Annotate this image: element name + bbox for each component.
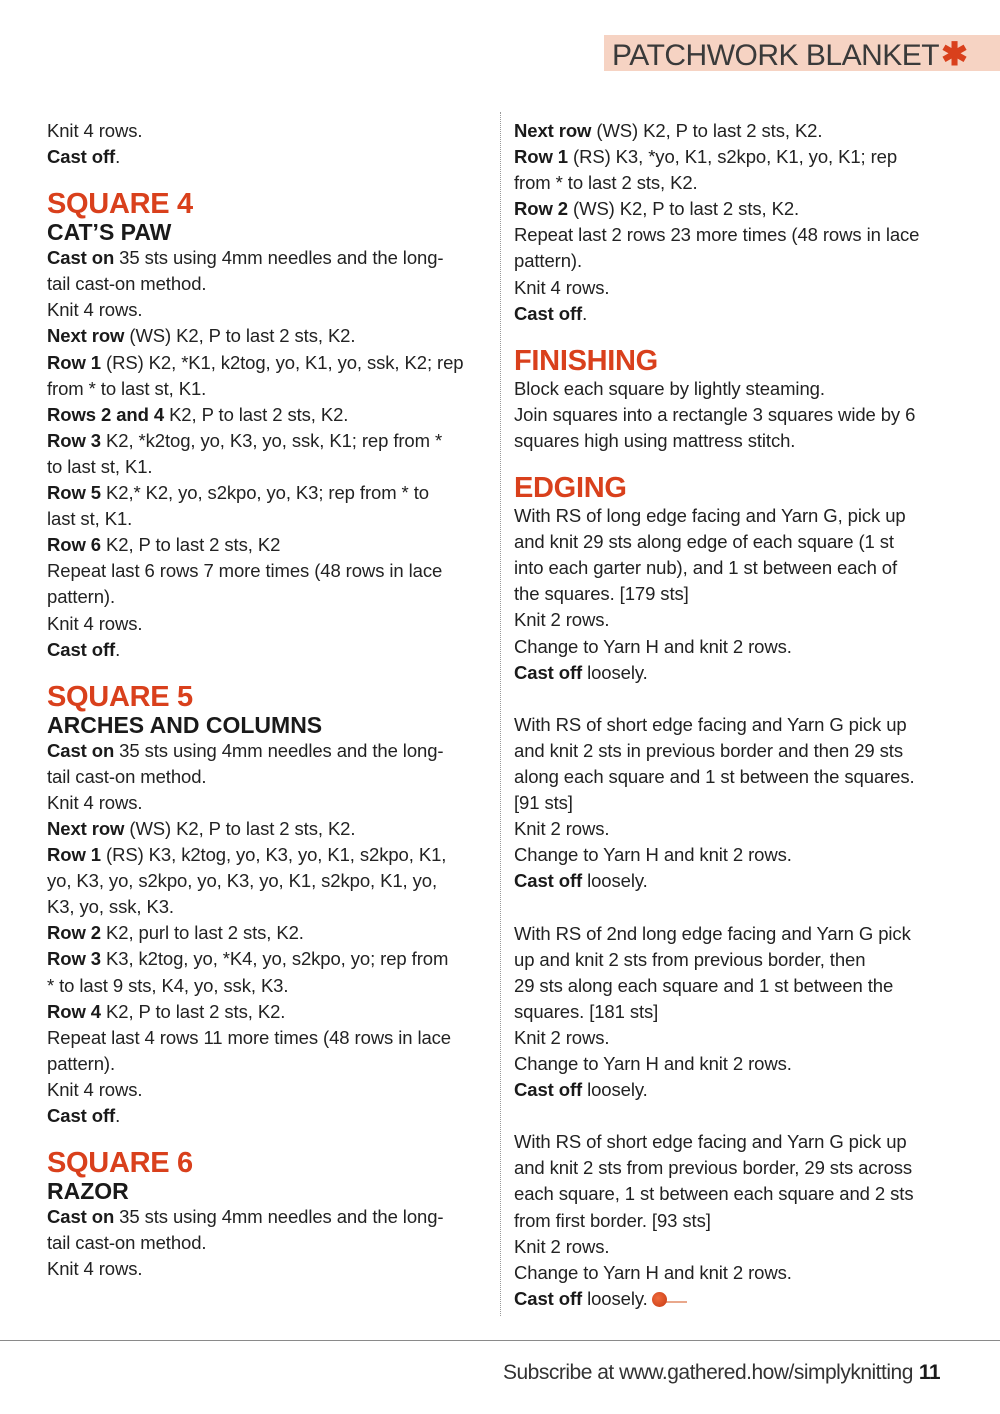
text-line: Row 1 (RS) K2, *K1, k2tog, yo, K1, yo, ssk, K2; rep [47, 351, 464, 373]
text-line: Change to Yarn H and knit 2 rows. [514, 1261, 792, 1283]
text-line: Knit 4 rows. [47, 791, 143, 813]
text-line: Knit 2 rows. [514, 1026, 610, 1048]
text-line: Cast on 35 sts using 4mm needles and the long- [47, 1206, 444, 1228]
text-line: Join squares into a rectangle 3 squares wide by 6 [514, 403, 916, 425]
text-line: Cast off loosely. [514, 870, 648, 892]
text-line: Knit 2 rows. [514, 818, 610, 840]
right-column [514, 118, 960, 1312]
yarn-tail-decoration [665, 1301, 687, 1303]
footer [503, 1360, 940, 1386]
text-line: Row 6 K2, P to last 2 sts, K2 [47, 534, 281, 556]
text-line: and knit 2 sts from previous border, 29 sts across [514, 1157, 913, 1179]
section-heading-square-5: SQUARE 5 [47, 680, 193, 713]
text-line: Cast off. [514, 302, 588, 324]
text-line: Next row (WS) K2, P to last 2 sts, K2. [47, 325, 356, 347]
text-line: * to last 9 sts, K4, yo, ssk, K3. [47, 974, 289, 996]
text-line: Knit 4 rows. [47, 299, 143, 321]
text-line: Row 5 K2,* K2, yo, s2kpo, yo, K3; rep from * to [47, 482, 429, 504]
running-header-title: PATCHWORK BLANKET [612, 39, 940, 72]
text-line: each square, 1 st between each square and 2 sts [514, 1183, 914, 1205]
text-line: Row 4 K2, P to last 2 sts, K2. [47, 1000, 286, 1022]
text-line: With RS of short edge facing and Yarn G pick up [514, 713, 907, 735]
text-line: and knit 2 sts in previous border and then 29 sts [514, 739, 903, 761]
left-column [47, 118, 487, 1282]
text-line: With RS of 2nd long edge facing and Yarn G pick [514, 922, 911, 944]
yarn-ball-icon [652, 1292, 667, 1307]
text-line: pattern). [47, 586, 115, 608]
section-heading-square-4: SQUARE 4 [47, 188, 193, 221]
section-subheading-arches-and-columns: ARCHES AND COLUMNS [47, 711, 323, 738]
text-line: last st, K1. [47, 508, 133, 530]
asterisk-icon: ✱ [941, 36, 968, 72]
text-line: With RS of long edge facing and Yarn G, pick up [514, 505, 906, 527]
text-line: Cast off loosely. [514, 1286, 960, 1312]
text-line: Row 1 (RS) K3, k2tog, yo, K3, yo, K1, s2kpo, K1, [47, 844, 447, 866]
text-line: yo, K3, yo, s2kpo, yo, K3, yo, K1, s2kpo, K1, yo, [47, 870, 437, 892]
text-line: With RS of short edge facing and Yarn G pick up [514, 1131, 907, 1153]
text-line: Cast off. [47, 638, 121, 660]
text-line: pattern). [514, 250, 582, 272]
text-line: Rows 2 and 4 K2, P to last 2 sts, K2. [47, 403, 349, 425]
text-line: Row 3 K2, *k2tog, yo, K3, yo, ssk, K1; rep from * [47, 429, 443, 451]
text-line: Row 2 (WS) K2, P to last 2 sts, K2. [514, 198, 800, 220]
text-line: Change to Yarn H and knit 2 rows. [514, 1053, 792, 1074]
text-line: squares. [181 sts] [514, 1000, 659, 1022]
text-line: Change to Yarn H and knit 2 rows. [514, 844, 792, 866]
text-line: to last st, K1. [47, 455, 153, 477]
text-line: K3, yo, ssk, K3. [47, 896, 174, 918]
column-divider [500, 112, 501, 1316]
text-line: Row 2 K2, purl to last 2 sts, K2. [47, 922, 304, 944]
text-line: 29 sts along each square and 1 st between the [514, 974, 894, 996]
section-heading-square-6: SQUARE 6 [47, 1147, 193, 1180]
section-subheading-razor: RAZOR [47, 1178, 129, 1205]
text-line: Knit 2 rows. [514, 609, 610, 631]
text-line: and knit 29 sts along edge of each square (1 st [514, 531, 894, 553]
text-line: squares high using mattress stitch. [514, 429, 796, 451]
text-line: tail cast-on method. [47, 765, 207, 787]
running-header [612, 35, 967, 71]
text-line: up and knit 2 sts from previous border, then [514, 948, 866, 970]
text-line: Change to Yarn H and knit 2 rows. [514, 635, 792, 657]
text-line: from * to last 2 sts, K2. [514, 172, 698, 194]
text-line: Block each square by lightly steaming. [514, 377, 825, 399]
text-line: Knit 4 rows. [47, 612, 143, 634]
text-line: Knit 4 rows. [47, 1258, 143, 1280]
text-line: Repeat last 6 rows 7 more times (48 rows in lace [47, 560, 443, 582]
footer-rule [0, 1340, 1000, 1341]
text-line: Knit 2 rows. [514, 1235, 610, 1257]
text-line: Row 1 (RS) K3, *yo, K1, s2kpo, K1, yo, K1; rep [514, 146, 898, 168]
text-line: Next row (WS) K2, P to last 2 sts, K2. [514, 120, 823, 141]
text-line: Cast off. [47, 146, 121, 168]
text-line: into each garter nub), and 1 st between each of [514, 557, 898, 579]
text-line: [91 sts] [514, 792, 573, 814]
text-line: Repeat last 4 rows 11 more times (48 rows in lace [47, 1026, 451, 1048]
section-heading-edging: EDGING [514, 472, 627, 505]
page-number: 11 [918, 1361, 941, 1384]
section-heading-finishing: FINISHING [514, 344, 658, 377]
text-line: Cast off loosely. [514, 1079, 648, 1101]
text-line: from first border. [93 sts] [514, 1209, 711, 1231]
text-line: Knit 4 rows. [47, 1078, 143, 1100]
text-line: Knit 4 rows. [47, 120, 143, 141]
text-line: along each square and 1 st between the squares. [514, 765, 915, 787]
footer-subscribe-text: Subscribe at www.gathered.how/simplyknitting [503, 1361, 913, 1384]
text-line: Repeat last 2 rows 23 more times (48 rows in lace [514, 224, 920, 246]
text-line: Cast on 35 sts using 4mm needles and the long- [47, 739, 444, 761]
section-subheading-cats-paw: CAT’S PAW [47, 219, 172, 246]
text-line: the squares. [179 sts] [514, 583, 689, 605]
text-line: Cast off. [47, 1105, 121, 1126]
text-line: tail cast-on method. [47, 1232, 207, 1254]
text-line: Row 3 K3, k2tog, yo, *K4, yo, s2kpo, yo; rep from [47, 948, 449, 970]
text-line: tail cast-on method. [47, 273, 207, 295]
text-line: Cast off loosely. [514, 661, 648, 683]
text-line: Cast on 35 sts using 4mm needles and the long- [47, 247, 444, 269]
text-line: Knit 4 rows. [514, 276, 610, 298]
text-line: Next row (WS) K2, P to last 2 sts, K2. [47, 817, 356, 839]
text-line: from * to last st, K1. [47, 377, 207, 399]
text-line: pattern). [47, 1052, 115, 1074]
